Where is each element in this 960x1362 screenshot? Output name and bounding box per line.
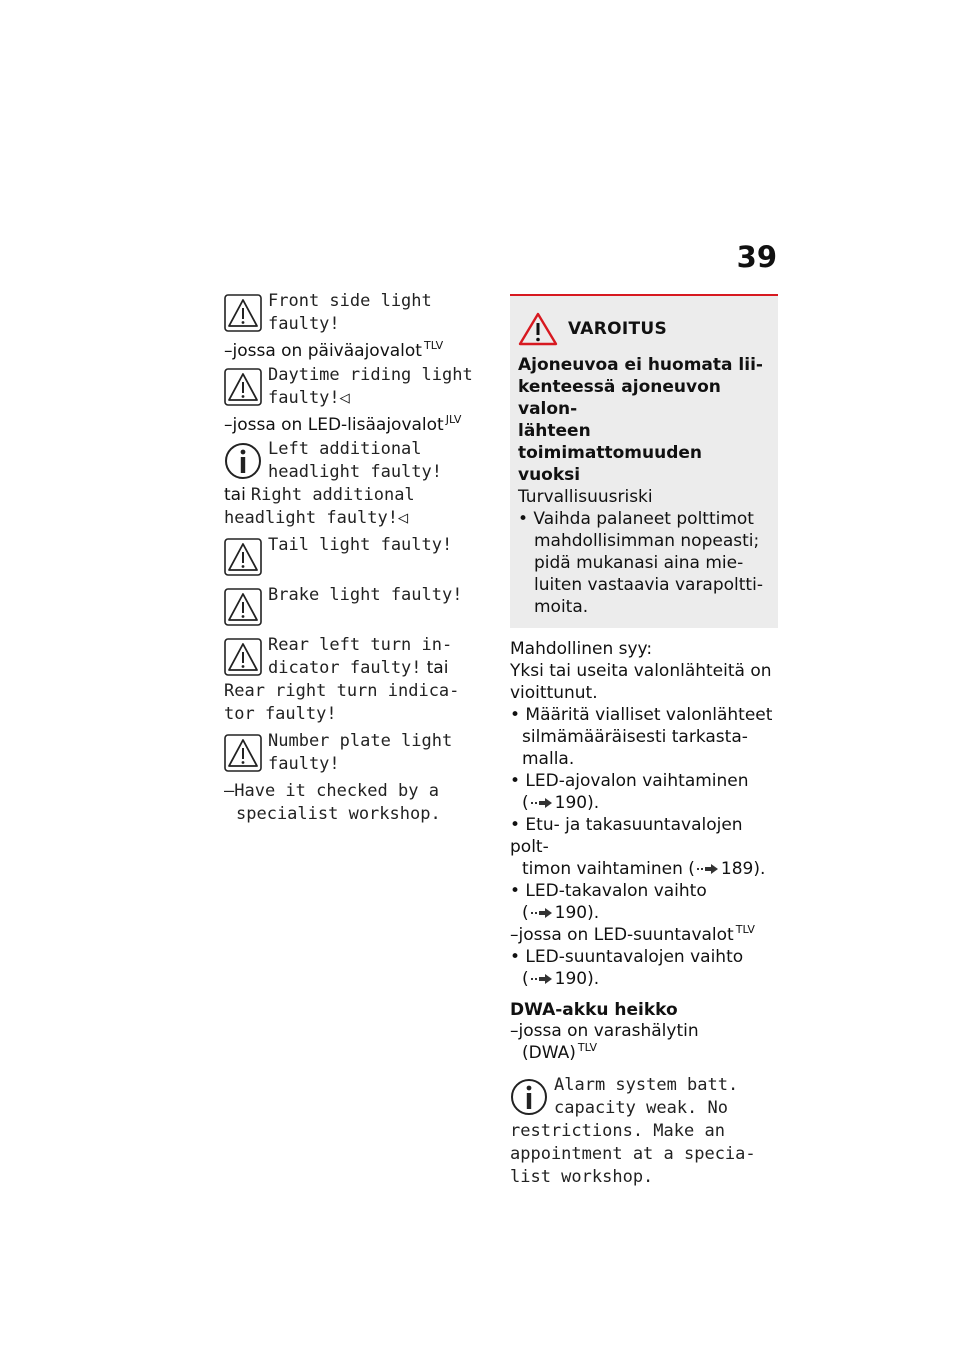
or-word: tai bbox=[426, 658, 449, 678]
variant-line bbox=[224, 340, 492, 362]
variant-line bbox=[224, 414, 492, 436]
warning-triangle-icon bbox=[224, 538, 262, 576]
message-text: Rear right turn indica- bbox=[224, 681, 460, 701]
brake-light-message bbox=[224, 584, 492, 630]
bullet-line: timon vaihtaminen ( bbox=[522, 859, 695, 879]
dwa-variant bbox=[510, 1020, 778, 1064]
info-icon bbox=[224, 442, 262, 480]
left-column bbox=[224, 290, 492, 826]
warning-bullet bbox=[518, 508, 768, 618]
message-text: Left additional bbox=[268, 439, 422, 459]
bullet-line: moita. bbox=[534, 597, 589, 617]
right-column bbox=[510, 294, 778, 1193]
variant-superscript: TLV bbox=[423, 339, 444, 353]
bullet-line: • Vaihda palaneet polttimot bbox=[518, 509, 754, 529]
variant-text: (DWA) bbox=[522, 1043, 576, 1063]
message-text: faulty!◁ bbox=[268, 388, 350, 408]
reference-arrow-icon bbox=[531, 907, 553, 919]
message-text: faulty! bbox=[268, 754, 340, 774]
warning-triangle-icon bbox=[224, 638, 262, 676]
warning-heading-line: kenteessä ajoneuvon valon- bbox=[518, 377, 721, 419]
reference-page: 190). bbox=[554, 793, 600, 813]
warning-triangle-icon bbox=[224, 734, 262, 772]
message-text: headlight faulty! bbox=[268, 462, 442, 482]
info-icon bbox=[510, 1078, 548, 1116]
variant-superscript: JLV bbox=[445, 413, 462, 427]
section-heading: DWA-akku heikko bbox=[510, 1000, 678, 1020]
message-text: Right additional bbox=[250, 485, 415, 505]
cause-line: vioittunut. bbox=[510, 683, 598, 703]
instruction-line: –Have it checked by a bbox=[224, 781, 439, 801]
variant-text: –jossa on päiväajovalot bbox=[224, 341, 422, 361]
tail-light-message bbox=[224, 534, 492, 580]
action-list bbox=[510, 704, 778, 990]
variant-superscript: TLV bbox=[735, 923, 755, 937]
additional-headlight-message bbox=[224, 438, 492, 530]
message-text: Alarm system batt. bbox=[554, 1075, 739, 1095]
warning-triangle-icon bbox=[224, 294, 262, 332]
message-text: capacity weak. No bbox=[554, 1098, 728, 1118]
message-text: headlight faulty!◁ bbox=[224, 508, 409, 528]
warning-heading bbox=[518, 354, 768, 486]
turn-indicator-message bbox=[224, 634, 492, 726]
variant-line bbox=[510, 924, 778, 946]
message-text: faulty! bbox=[268, 314, 340, 334]
warning-label: VAROITUS bbox=[568, 319, 668, 339]
bullet-line: malla. bbox=[522, 749, 575, 769]
bullet-line: • LED-suuntavalojen vaihto bbox=[510, 947, 744, 967]
alarm-battery-message bbox=[510, 1074, 778, 1189]
reference-page: 190). bbox=[554, 969, 600, 989]
message-text: tor faulty! bbox=[224, 704, 337, 724]
daytime-riding-light-message bbox=[224, 364, 492, 410]
reference-page: 190). bbox=[554, 903, 600, 923]
variant-text: –jossa on varashälytin bbox=[510, 1021, 699, 1041]
or-word: tai bbox=[224, 485, 246, 505]
variant-text: –jossa on LED-lisäajovalot bbox=[224, 415, 444, 435]
page-number: 39 bbox=[736, 240, 777, 274]
reference-arrow-icon bbox=[697, 863, 719, 875]
front-side-light-message bbox=[224, 290, 492, 336]
bullet-line: silmämääräisesti tarkasta- bbox=[522, 727, 748, 747]
page-reference[interactable]: ( 190). bbox=[522, 969, 600, 989]
page-reference[interactable]: ( 190). bbox=[522, 793, 600, 813]
message-text: list workshop. bbox=[510, 1167, 654, 1187]
warning-heading-line: lähteen toimimattomuuden bbox=[518, 421, 703, 463]
message-text: restrictions. Make an bbox=[510, 1121, 725, 1141]
bullet-line: mahdollisimman nopeasti; bbox=[534, 531, 760, 551]
bullet-line: • Etu- ja takasuuntavalojen polt- bbox=[510, 815, 743, 857]
warning-triangle-red-icon bbox=[518, 312, 558, 346]
message-text: Tail light faulty! bbox=[268, 535, 453, 555]
cause-label: Mahdollinen syy: bbox=[510, 639, 653, 659]
message-text: Number plate light bbox=[268, 731, 453, 751]
variant-text: –jossa on LED-suuntavalot bbox=[510, 925, 734, 945]
page-reference[interactable]: ( 190). bbox=[522, 903, 600, 923]
message-text: Rear left turn in- bbox=[268, 635, 453, 655]
risk-text: Turvallisuusriski bbox=[518, 487, 653, 507]
warning-box bbox=[510, 294, 778, 628]
warning-triangle-icon bbox=[224, 368, 262, 406]
warning-triangle-icon bbox=[224, 588, 262, 626]
warning-header bbox=[518, 312, 768, 346]
instruction-line: specialist workshop. bbox=[236, 804, 441, 824]
bullet-line: • LED-takavalon vaihto bbox=[510, 881, 707, 901]
message-text: Daytime riding light bbox=[268, 365, 473, 385]
variant-superscript: TLV bbox=[577, 1041, 598, 1055]
cause-line: Yksi tai useita valonlähteitä on bbox=[510, 661, 772, 681]
bullet-line: • Määritä vialliset valonlähteet bbox=[510, 705, 773, 725]
warning-heading-line: vuoksi bbox=[518, 465, 581, 485]
reference-page: 189). bbox=[720, 859, 766, 879]
number-plate-light-message bbox=[224, 730, 492, 776]
message-text: Front side light bbox=[268, 291, 432, 311]
bullet-line: • LED-ajovalon vaihtaminen bbox=[510, 771, 749, 791]
page-reference[interactable] bbox=[510, 858, 778, 880]
message-text: appointment at a specia- bbox=[510, 1144, 756, 1164]
message-text: Brake light faulty! bbox=[268, 585, 463, 605]
message-text: dicator faulty! bbox=[268, 658, 422, 678]
reference-arrow-icon bbox=[531, 797, 553, 809]
cause-text bbox=[510, 660, 778, 704]
reference-arrow-icon bbox=[531, 973, 553, 985]
warning-heading-line: Ajoneuvoa ei huomata lii- bbox=[518, 355, 763, 375]
bullet-line: luiten vastaavia varapoltti- bbox=[534, 575, 763, 595]
bullet-line: pidä mukanasi aina mie- bbox=[534, 553, 744, 573]
check-instruction bbox=[224, 780, 492, 826]
